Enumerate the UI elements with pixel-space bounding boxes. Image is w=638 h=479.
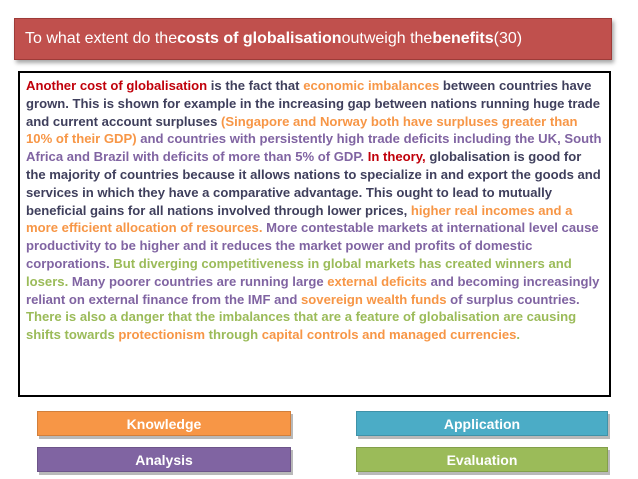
essay-segment-dark: globalisation is good for the majority of countries because it allows nations to specialize in and export the goods and services in which they have a comparative advantage. This ought to lead to mutually beneficial gains for all nations involved through lower prices, <box>26 149 601 218</box>
essay-segment-orange: economic imbalances <box>303 78 440 93</box>
essay-segment-orange: (Singapore and Norway both have surpluses greater than 10% of their GDP) <box>26 113 578 147</box>
analysis-key-button[interactable] <box>37 447 291 472</box>
question-title <box>14 18 612 60</box>
essay-segment-red: In theory, <box>364 149 426 165</box>
evaluation-label: Evaluation <box>446 451 518 468</box>
title-text-marks: (30) <box>493 30 523 47</box>
knowledge-key-button[interactable] <box>37 411 291 436</box>
essay-segment-purple: and becoming increasingly reliant on external finance from the IMF and <box>26 273 600 307</box>
essay-segment-olive: But diverging competitiveness in global markets has created winners and losers. <box>26 255 572 289</box>
essay-segment-orange: higher real incomes and a more efficient allocation of resources. <box>26 202 573 236</box>
application-label: Application <box>443 415 521 432</box>
essay-segment-orange: capital controls and managed currencies <box>261 327 517 343</box>
essay-segment-dark: is the fact that <box>207 78 304 93</box>
essay-segment-orange: sovereign wealth funds <box>301 291 447 307</box>
application-key-button[interactable] <box>356 411 608 436</box>
essay-segment-orange: protectionism <box>118 327 205 343</box>
title-text-2: outweigh the <box>341 30 433 47</box>
essay-segment-olive: There is also a danger that the imbalances that are a feature of globalisation are causing shifts towards <box>26 309 577 343</box>
essay-segment-red: Another cost of globalisation <box>26 78 208 93</box>
essay-segment-purple: of surplus countries. <box>446 291 580 307</box>
evaluation-key-button[interactable] <box>356 447 608 472</box>
title-text-costs: costs of globalisation <box>177 30 342 47</box>
essay-segment-olive: through <box>204 327 262 343</box>
title-text-1: To what extent do the <box>25 30 178 47</box>
essay-segment-purple: Many poorer countries are running large <box>68 273 328 289</box>
title-text-benefits: benefits <box>432 30 494 47</box>
essay-segment-orange: external deficits <box>327 273 427 289</box>
essay-segment-olive: . <box>516 327 521 343</box>
knowledge-label: Knowledge <box>126 415 202 432</box>
essay-segment-purple: and countries with persistently high trade deficits including the UK, South Africa and Brazil with deficits of more than 5% of GDP. <box>26 131 602 165</box>
essay-segment-dark: between countries have grown. This is shown for example in the increasing gap between nations running huge trade and current account surpluses <box>26 78 601 129</box>
essay-paragraph <box>18 71 611 397</box>
essay-segment-purple: More contestable markets at international level cause productivity to be higher and it reduces the market power and profits of domestic corporations. <box>26 220 599 271</box>
analysis-label: Analysis <box>135 451 193 468</box>
